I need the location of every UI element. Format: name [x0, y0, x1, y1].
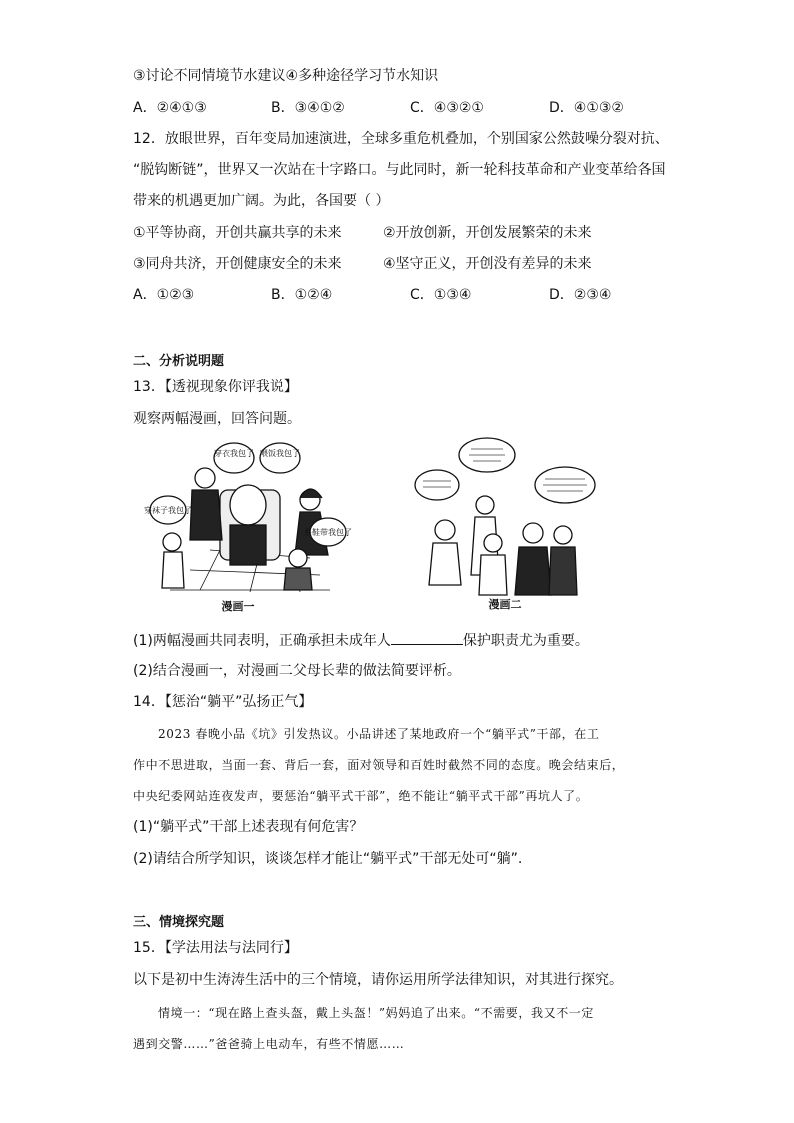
q11-option-b: B．③④①② — [271, 100, 345, 116]
q11-option-c: C．④③②① — [410, 100, 484, 116]
q12-statement-1: ①平等协商，开创共赢共享的未来 — [133, 225, 342, 241]
cartoon-1-bubble-4: 系鞋带我包了 — [304, 528, 352, 537]
q13-sub1-before: (1)两幅漫画共同表明，正确承担未成年人 — [133, 633, 391, 649]
q15-scene-1-line-1: 情境一：“现在路上查头盔，戴上头盔！”妈妈追了出来。“不需要，我又不一定 — [158, 1006, 595, 1020]
cartoon-1-caption: 漫画一 — [221, 600, 255, 613]
q12-option-b: B．①②④ — [271, 287, 333, 303]
section-2-title: 二、分析说明题 — [133, 354, 225, 369]
q15-title: 15．【学法用法与法同行】 — [133, 940, 298, 956]
q14-sub-question-1: (1)“躺平式”干部上述表现有何危害？ — [133, 819, 364, 835]
q14-material-line-2: 作中不思进取，当面一套、背后一套，面对领导和百姓时截然不同的态度。晚会结束后， — [133, 758, 625, 772]
q12-statement-4: ④坚守正义，开创没有差异的未来 — [383, 256, 592, 272]
q14-material-line-3: 中央纪委网站连夜发声，要惩治“躺平式干部”，绝不能让“躺平式干部”再坑人了。 — [133, 789, 589, 803]
q13-title: 13．【透视现象你评我说】 — [133, 379, 298, 395]
q12-stem-line-3: 带来的机遇更加广阔。为此，各国要（ ） — [133, 193, 390, 209]
q14-sub-question-2: (2)请结合所学知识，谈谈怎样才能让“躺平式”干部无处可“躺”. — [133, 851, 523, 867]
q12-statement-2: ②开放创新，开创发展繁荣的未来 — [383, 225, 592, 241]
q11-option-d: D．④①③② — [549, 100, 624, 116]
q12-statement-3: ③同舟共济，开创健康安全的未来 — [133, 256, 342, 272]
cartoon-1-bubble-2: 喂饭我包了 — [260, 449, 300, 458]
q15-scene-1-line-2: 遇到交警……”爸爸骑上电动车，有些不情愿…… — [133, 1037, 405, 1051]
cartoon-2 — [415, 435, 605, 615]
cartoon-1-bubble-3: 穿袜子我包了 — [144, 506, 192, 515]
q13-sub-question-1 — [133, 630, 589, 651]
q11-statement-line: ③讨论不同情境节水建议④多种途径学习节水知识 — [133, 68, 439, 84]
q13-sub1-after: 保护职责尤为重要。 — [462, 633, 589, 649]
q12-stem-line-1: 12．放眼世界，百年变局加速演进，全球多重危机叠加，个别国家公然鼓噪分裂对抗、 — [133, 131, 669, 147]
q12-option-d: D．②③④ — [549, 287, 612, 303]
q12-stem-line-2: “脱钩断链”，世界又一次站在十字路口。与此同时，新一轮科技革命和产业变革给各国 — [133, 162, 666, 178]
cartoon-1-bubble-1: 穿衣我包了 — [214, 449, 254, 458]
q12-option-c: C．①③④ — [410, 287, 472, 303]
q14-material-line-1: 2023 春晚小品《坑》引发热议。小品讲述了某地政府一个“躺平式”干部，在工 — [158, 727, 600, 741]
q12-option-a: A．①②③ — [133, 287, 195, 303]
q11-option-a: A．②④①③ — [133, 100, 207, 116]
q13-sub-question-2: (2)结合漫画一，对漫画二父母长辈的做法简要评析。 — [133, 663, 461, 679]
cartoon-2-caption: 漫画二 — [488, 598, 522, 611]
q15-intro: 以下是初中生涛涛生活中的三个情境，请你运用所学法律知识，对其进行探究。 — [133, 972, 623, 988]
q14-title: 14．【惩治“躺平”弘扬正气】 — [133, 694, 313, 710]
cartoon-1 — [144, 440, 352, 615]
section-3-title: 三、情境探究题 — [133, 915, 225, 930]
answer-blank — [391, 630, 463, 645]
q13-prompt: 观察两幅漫画，回答问题。 — [133, 411, 301, 427]
